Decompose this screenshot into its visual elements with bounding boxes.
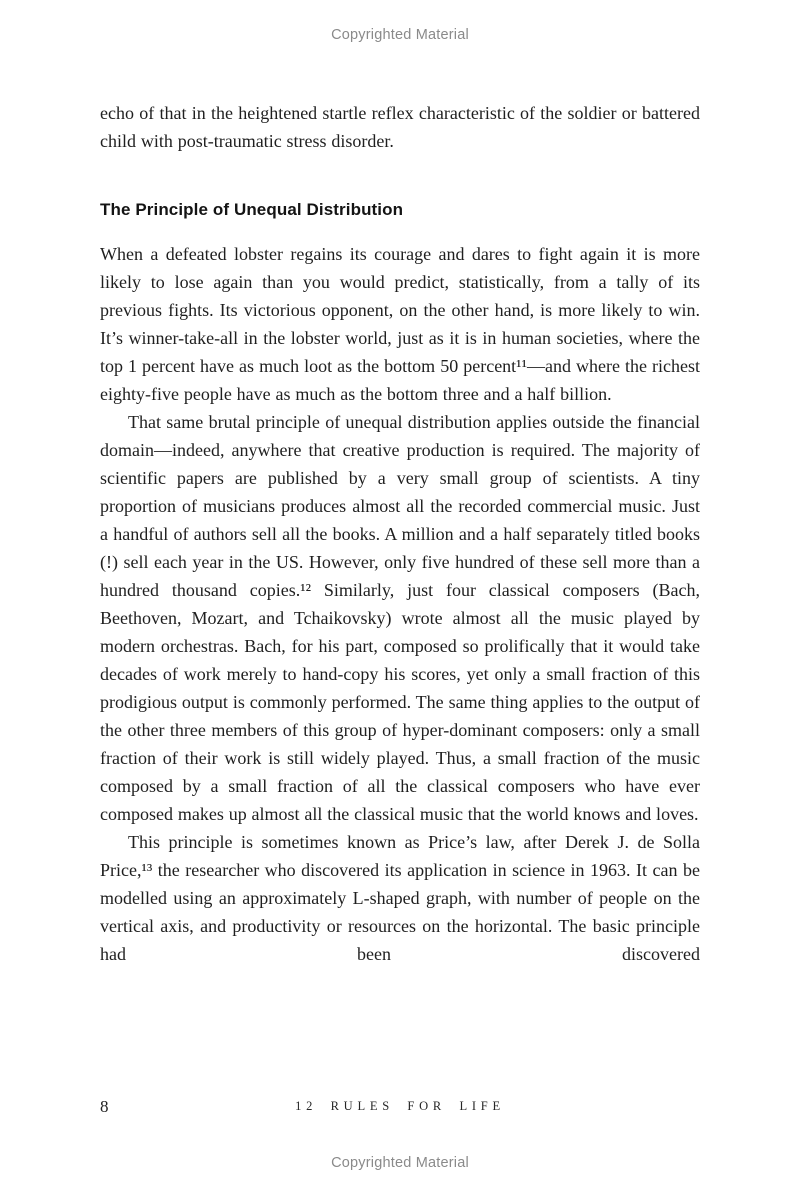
page-number: 8 (100, 1097, 109, 1116)
page-footer (0, 1097, 800, 1115)
page-body (100, 99, 700, 968)
continuation-paragraph: echo of that in the heightened startle reflex characteristic of the soldier or battered child with post-traumatic stress disorder. (100, 103, 700, 151)
copyright-notice-top: Copyrighted Material (331, 27, 469, 43)
running-title: 12 RULES FOR LIFE (295, 1099, 505, 1113)
section-heading: The Principle of Unequal Distribution (100, 200, 404, 219)
paragraph-unequal-distribution-2: That same brutal principle of unequal distribution applies outside the financial domain—indeed, anywhere that creative production is required. The majority of scientific papers are published by a very small group of scientists. A tiny proportion of musicians produces almost all the recorded commercial music. Just a handful of authors sell all the books. A million and a half separately titled books (!) sell each year in the US. However, only five hundred of these sell more than a hundred thousand copies.¹² Similarly, just four classical composers (Bach, Beethoven, Mozart, and Tchaikovsky) wrote almost all the music played by modern orchestras. Bach, for his part, composed so prolifically that it would take decades of work merely to hand-copy his scores, yet only a small fraction of this prodigious output is commonly performed. The same thing applies to the output of the other three members of this group of hyper-dominant composers: only a small fraction of their work is still widely played. Thus, a small fraction of the music composed by a small fraction of all the classical composers who have ever composed makes up almost all the classical music that the world knows and loves. (100, 412, 700, 824)
paragraph-unequal-distribution-1: When a defeated lobster regains its courage and dares to fight again it is more likely to lose again than you would predict, statistically, from a tally of its previous fights. Its victorious opponent, on the other hand, is more likely to win. It’s winner-take-all in the lobster world, just as it is in human societies, where the top 1 percent have as much loot as the bottom 50 percent¹¹—and where the richest eighty-five people have as much as the bottom three and a half billion. (100, 244, 700, 404)
copyright-notice-bottom: Copyrighted Material (331, 1155, 469, 1171)
paragraph-prices-law: This principle is sometimes known as Price’s law, after Derek J. de Solla Price,¹³ the researcher who discovered its application in science in 1963. It can be modelled using an approximately L-shaped graph, with number of people on the vertical axis, and productivity or resources on the horizontal. The basic principle had been discovered (100, 832, 700, 964)
